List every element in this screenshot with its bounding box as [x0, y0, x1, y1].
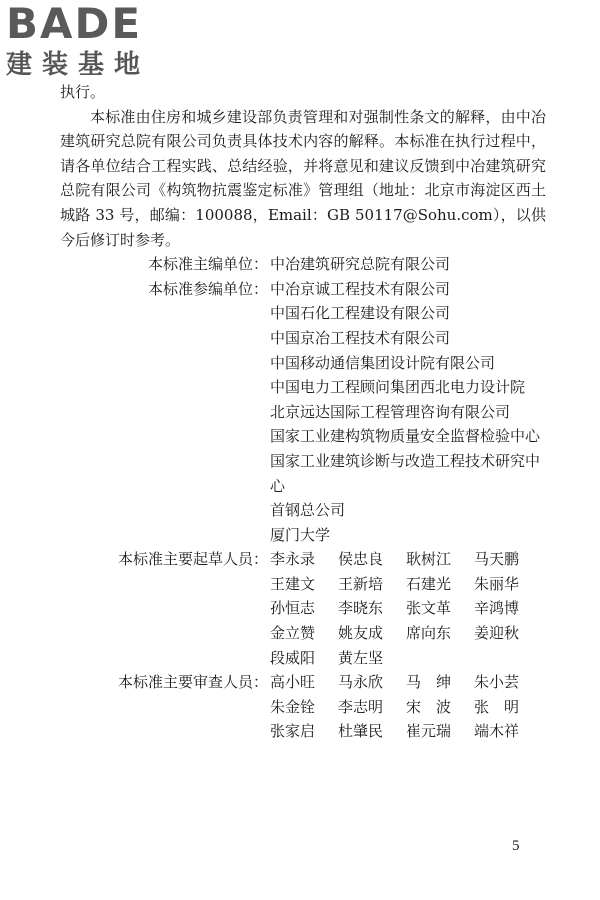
- drafter-name: 耿树江: [406, 550, 452, 569]
- reviewer-name: 张家启: [270, 722, 316, 741]
- list-item: 中国电力工程顾问集团西北电力设计院: [270, 378, 526, 397]
- logo-subtitle: 建装基地: [6, 50, 151, 80]
- drafters-list: [270, 547, 546, 670]
- drafter-name: 王新培: [338, 574, 384, 593]
- chief-unit-label: 本标准主编单位：: [147, 255, 268, 274]
- page-number: 5: [512, 838, 520, 854]
- drafter-name: 石建光: [406, 574, 452, 593]
- list-item: 中国石化工程建设有限公司: [270, 304, 451, 323]
- reviewers-label: 本标准主要审查人员：: [117, 673, 268, 692]
- drafters-row: [60, 547, 546, 670]
- list-item: 国家工业建筑诊断与改造工程技术研究中心: [270, 451, 541, 495]
- drafter-name: 辛鸿博: [474, 599, 520, 618]
- reviewers-row: [60, 670, 546, 744]
- participating-units-row: [60, 277, 546, 548]
- reviewer-name: 马 绅: [406, 673, 452, 692]
- drafter-name: 李晓东: [338, 599, 384, 618]
- drafter-name: 侯忠良: [338, 550, 384, 569]
- reviewer-name: 宋 波: [406, 697, 452, 716]
- reviewer-name: 张 明: [474, 697, 520, 716]
- reviewer-name: 朱小芸: [474, 673, 520, 692]
- paragraph-continuation: 执行。: [60, 83, 106, 101]
- drafter-name: 马天鹏: [474, 550, 520, 569]
- drafter-name: 王建文: [270, 574, 316, 593]
- drafter-name: 孙恒志: [270, 599, 316, 618]
- drafter-name: 李永录: [270, 550, 316, 569]
- list-item: 国家工业建构筑物质量安全监督检验中心: [270, 427, 541, 446]
- paragraph-management: 本标准由住房和城乡建设部负责管理和对强制性条文的解释，由中冶建筑研究总院有限公司负责具体技术内容的解释。本标准在执行过程中，请各单位结合工程实践、总结经验，并将意见和建议反馈到中冶建筑研究总院有限公司《构筑物抗震鉴定标准》管理组（地址：北京市海淀区西土城路 33 号，邮编：100088，Email：GB 50117@Sohu.com），以供今后修订时参考。: [60, 107, 546, 249]
- document-body: [60, 80, 546, 744]
- participating-units-label: 本标准参编单位：: [147, 279, 268, 298]
- list-item: 首钢总公司: [270, 501, 346, 520]
- chief-unit-row: [60, 252, 546, 277]
- list-item: 北京远达国际工程管理咨询有限公司: [270, 402, 511, 421]
- list-item: 中国移动通信集团设计院有限公司: [270, 353, 496, 372]
- reviewer-name: 崔元瑞: [406, 722, 452, 741]
- reviewer-name: 端木祥: [474, 722, 520, 741]
- reviewer-name: 朱金铨: [270, 697, 316, 716]
- logo-wordmark: BADE: [6, 0, 143, 48]
- drafter-name: 黄左坚: [338, 648, 384, 667]
- participating-units-list: [270, 277, 546, 548]
- drafter-name: 朱丽华: [474, 574, 520, 593]
- list-item: 厦门大学: [270, 525, 331, 544]
- list-item: 中冶京诚工程技术有限公司: [270, 279, 451, 298]
- drafter-name: 金立赞: [270, 624, 316, 643]
- list-item: 中国京冶工程技术有限公司: [270, 328, 451, 347]
- drafter-name: 段威阳: [270, 648, 316, 667]
- reviewer-name: 马永欣: [338, 673, 384, 692]
- reviewer-name: 李志明: [338, 697, 384, 716]
- reviewers-list: [270, 670, 546, 744]
- bade-logo: [6, 2, 176, 80]
- reviewer-name: 高小旺: [270, 673, 316, 692]
- drafter-name: 姚友成: [338, 624, 384, 643]
- drafter-name: 姜迎秋: [474, 624, 520, 643]
- drafter-name: 张文革: [406, 599, 452, 618]
- drafter-name: 席向东: [406, 624, 452, 643]
- chief-unit-value: 中冶建筑研究总院有限公司: [270, 255, 451, 274]
- drafters-label: 本标准主要起草人员：: [117, 550, 268, 569]
- reviewer-name: 杜肇民: [338, 722, 384, 741]
